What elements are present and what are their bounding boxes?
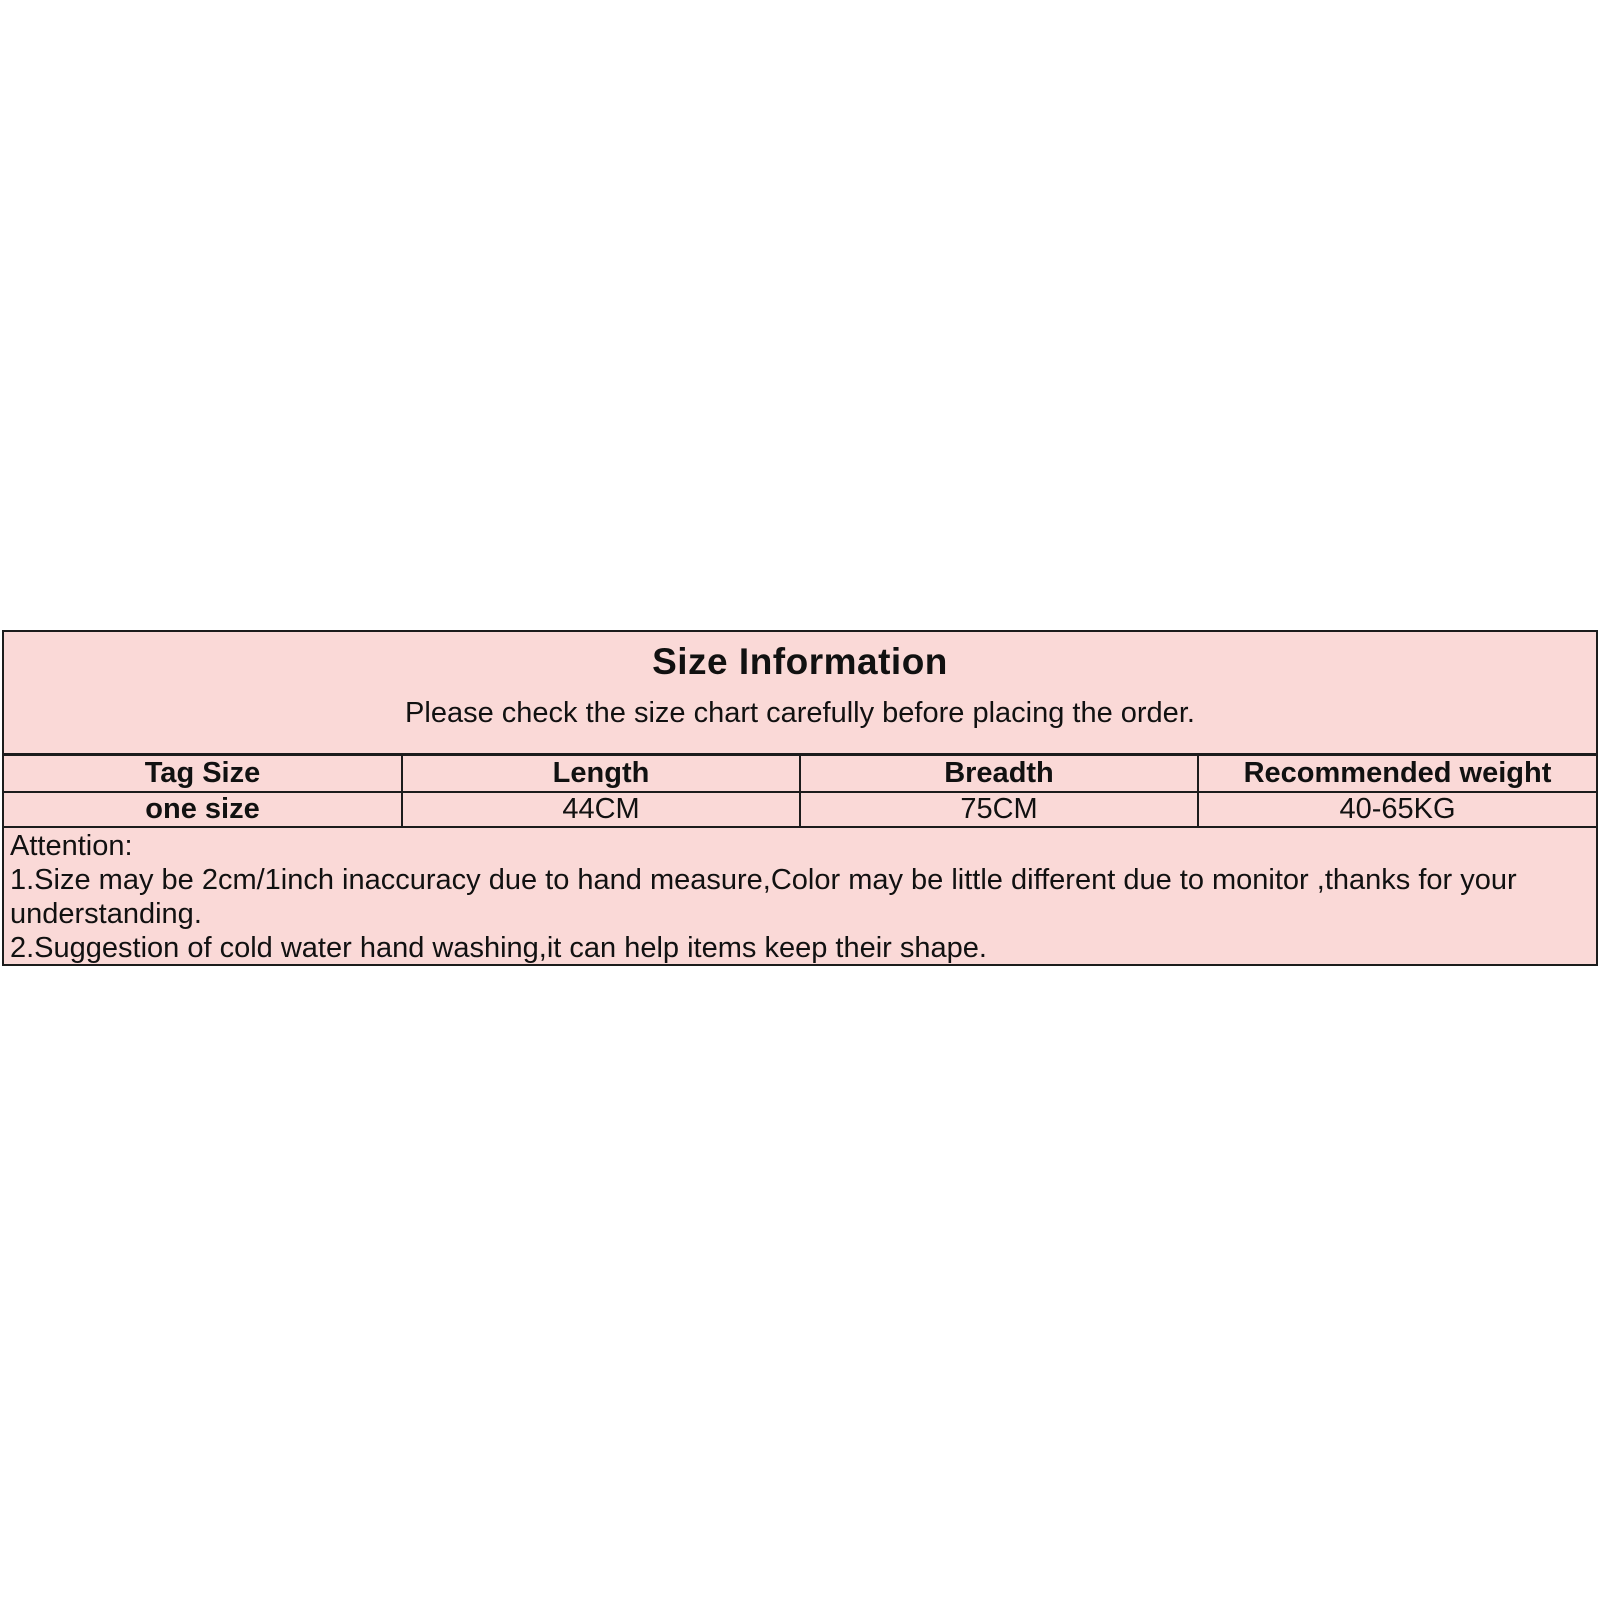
- cell-recommended-weight: 40-65KG: [1198, 792, 1596, 827]
- cell-length: 44CM: [402, 792, 800, 827]
- column-header-breadth: Breadth: [800, 755, 1198, 793]
- page-title: Size Information: [652, 641, 948, 682]
- column-header-tag-size: Tag Size: [4, 755, 402, 793]
- cell-tag-size: one size: [4, 792, 402, 827]
- attention-section: [4, 828, 1596, 965]
- table-row: [4, 792, 1596, 827]
- column-header-recommended-weight: Recommended weight: [1198, 755, 1596, 793]
- size-info-panel: [2, 630, 1598, 966]
- attention-note-1: 1.Size may be 2cm/1inch inaccuracy due to hand measure,Color may be little different due to monitor ,thanks for your understanding.: [10, 864, 1517, 930]
- attention-heading: Attention:: [10, 830, 133, 862]
- column-header-length: Length: [402, 755, 800, 793]
- attention-note-2: 2.Suggestion of cold water hand washing,it can help items keep their shape.: [10, 932, 987, 964]
- size-chart-subtitle: Please check the size chart carefully before placing the order.: [405, 697, 1195, 729]
- size-table-header-row: [4, 755, 1596, 793]
- size-table: [4, 753, 1596, 828]
- cell-breadth: 75CM: [800, 792, 1198, 827]
